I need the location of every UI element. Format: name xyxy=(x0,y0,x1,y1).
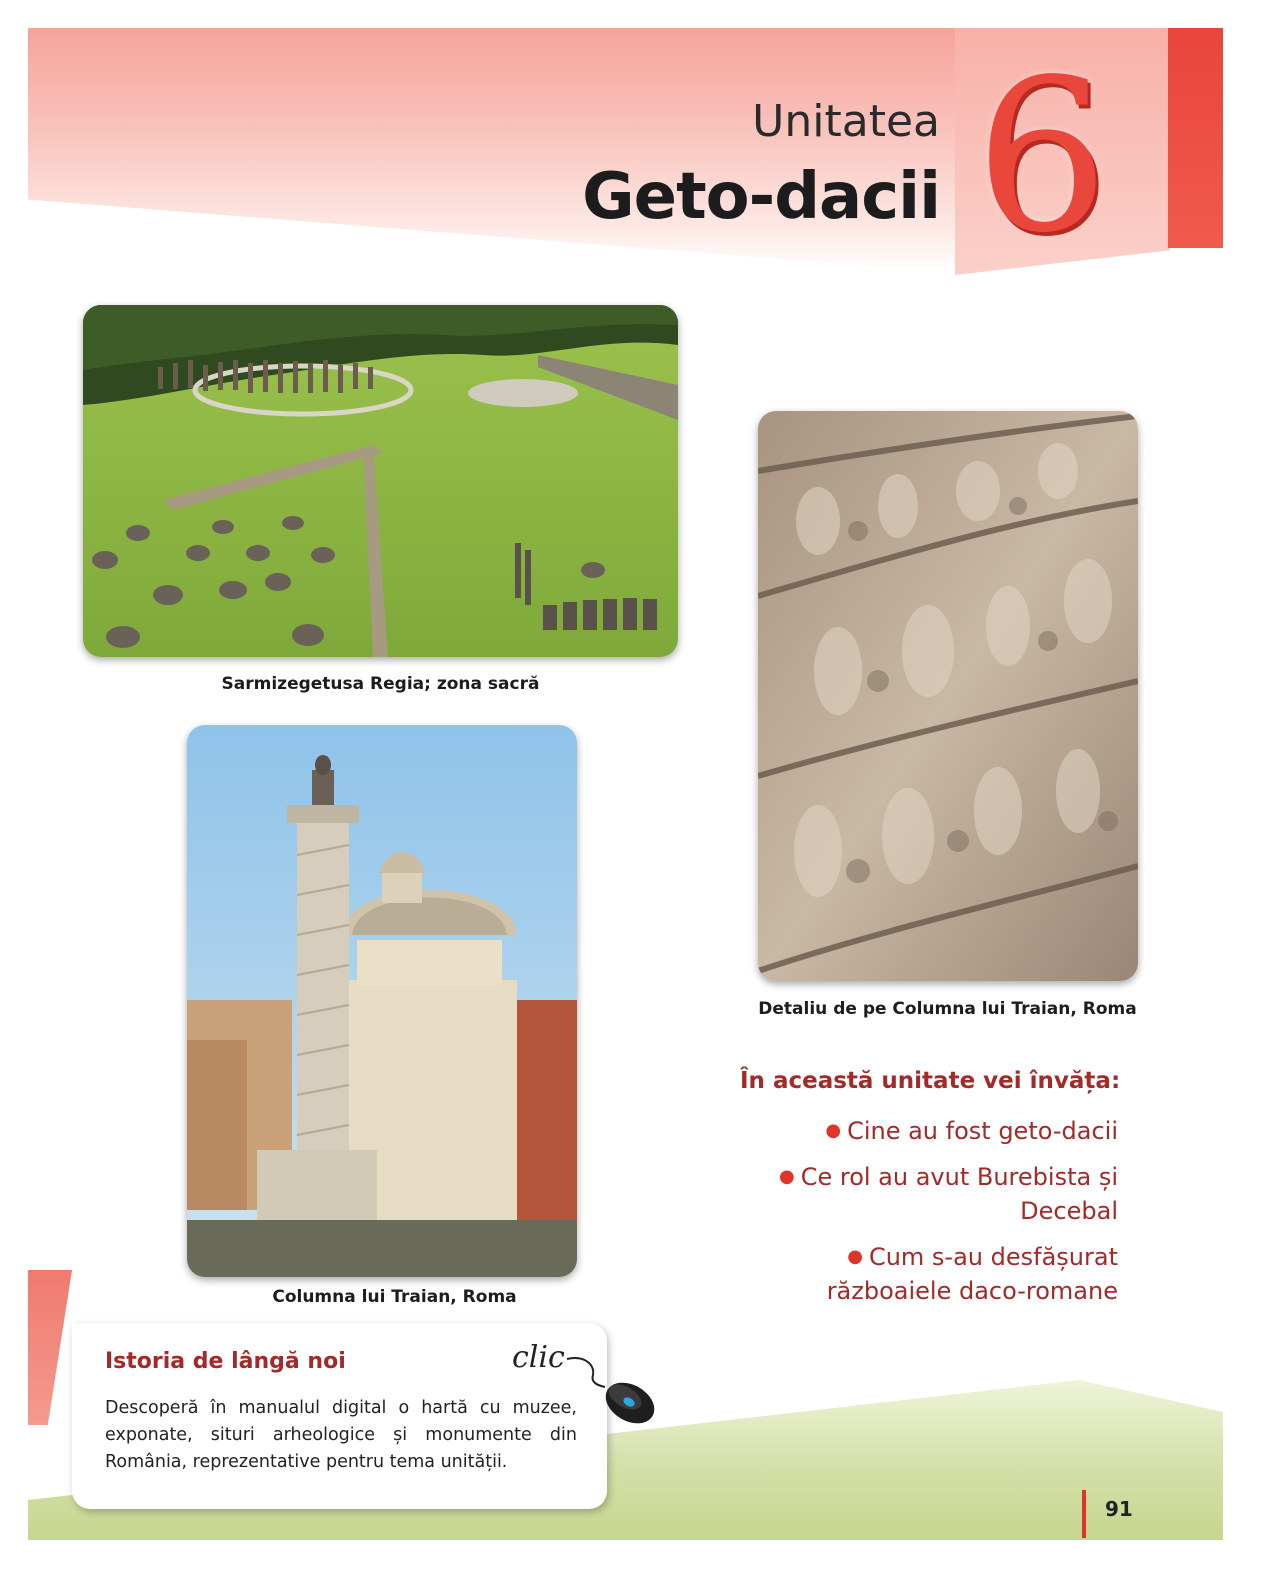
page-number-divider xyxy=(1082,1490,1086,1538)
learn-heading: În această unitate vei învăța: xyxy=(740,1068,1121,1094)
bullet-icon: ● xyxy=(778,1166,795,1187)
unit-label: Unitatea xyxy=(752,96,940,147)
header-accent-bar xyxy=(1168,28,1223,248)
column-relief-photo xyxy=(758,411,1138,981)
trajan-column-photo xyxy=(187,725,577,1277)
list-item: ● Cum s-au desfășurat războaiele daco-romane xyxy=(826,1243,1118,1305)
trajan-column-caption: Columna lui Traian, Roma xyxy=(272,1287,517,1307)
info-text: Descoperă în manualul digital o hartă cu muzee, exponate, situri arheologice și monumente din România, reprezentative pentru tema unității. xyxy=(105,1398,577,1472)
list-item: ● Cine au fost geto-dacii xyxy=(825,1117,1118,1145)
sarmizegetusa-photo xyxy=(83,305,678,657)
column-relief-caption: Detaliu de pe Columna lui Traian, Roma xyxy=(758,999,1137,1019)
info-red-tab xyxy=(28,1270,72,1425)
unit-number: 6 xyxy=(975,34,1109,279)
learn-list xyxy=(760,1114,1118,1320)
unit-title: Geto-dacii xyxy=(582,160,940,234)
clic-label[interactable]: clic xyxy=(512,1340,565,1375)
mouse-icon[interactable] xyxy=(565,1345,665,1435)
list-item: ● Ce rol au avut Burebista și Decebal xyxy=(778,1163,1118,1225)
sarmizegetusa-caption: Sarmizegetusa Regia; zona sacră xyxy=(221,674,540,694)
info-title: Istoria de lângă noi xyxy=(105,1349,346,1374)
header-band xyxy=(28,28,958,273)
page-number: 91 xyxy=(1105,1497,1133,1521)
bullet-icon: ● xyxy=(847,1246,863,1267)
bullet-icon: ● xyxy=(825,1120,842,1141)
